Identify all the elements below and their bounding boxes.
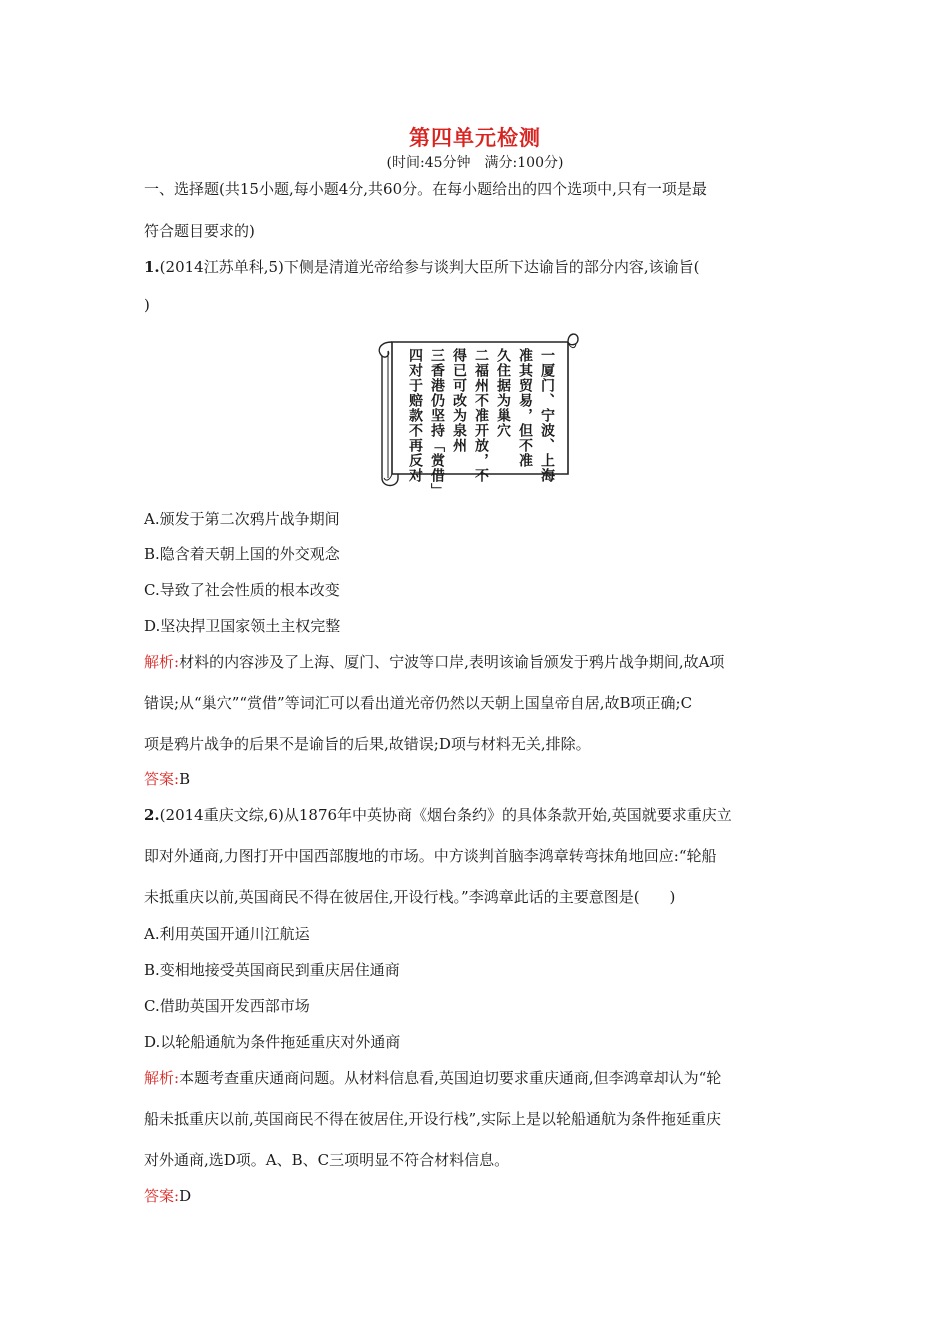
question-1-option-c: C.导致了社会性质的根本改变: [144, 581, 340, 599]
question-1-answer-label: 答案:: [144, 770, 180, 788]
scroll-column-1: 一厦门、宁波、上海: [539, 348, 555, 483]
edict-scroll-figure: [372, 328, 582, 498]
question-2-answer-value: D: [179, 1187, 192, 1205]
question-2-stem-line-1: 2.(2014重庆文综,6)从1876年中英协商《烟台条约》的具体条款开始,英国就要求重庆立: [144, 806, 732, 824]
question-2-stem-line-2: 即对外通商,力图打开中国西部腹地的市场。中方谈判首脑李鸿章转弯抹角地回应:“轮船: [144, 847, 717, 865]
question-1-answer: [144, 768, 804, 789]
question-1-number: 1.: [144, 258, 160, 276]
question-1-analysis-line-2: 错误;从“巢穴”“赏借”等词汇可以看出道光帝仍然以天朝上国皇帝自居,故B项正确;C: [144, 694, 693, 712]
question-2-stem-line-3: 未抵重庆以前,英国商民不得在彼居住,开设行栈。”李鸿章此话的主要意图是( ): [144, 888, 676, 906]
section-instruction-line-2: 符合题目要求的): [144, 222, 255, 240]
question-2-option-a: A.利用英国开通川江航运: [144, 925, 310, 943]
scroll-column-7: 四对于赔款不再反对: [407, 348, 423, 483]
question-2-answer-label: 答案:: [144, 1187, 180, 1205]
page-subtitle: (时间:45分钟 满分:100分): [386, 155, 564, 171]
scroll-column-3: 久住据为巢穴: [495, 348, 511, 438]
page-title: 第四单元检测: [409, 125, 541, 150]
question-1-analysis-line-3: 项是鸦片战争的后果不是谕旨的后果,故错误;D项与材料无关,排除。: [144, 735, 591, 753]
question-2-analysis-line-3: 对外通商,选D项。A、B、C三项明显不符合材料信息。: [144, 1151, 510, 1169]
question-2-analysis-line-1: 解析:本题考查重庆通商问题。从材料信息看,英国迫切要求重庆通商,但李鸿章却认为“轮: [144, 1069, 722, 1087]
scroll-column-2: 准其贸易，但不准: [517, 348, 533, 468]
scroll-column-5: 得已可改为泉州: [451, 348, 467, 453]
question-1-text: (2014江苏单科,5)下侧是清道光帝给参与谈判大臣所下达谕旨的部分内容,该谕旨(: [159, 258, 700, 276]
question-2-option-d: D.以轮船通航为条件拖延重庆对外通商: [144, 1033, 401, 1051]
scroll-column-6: 三香港仍坚持「赏借」: [429, 348, 445, 498]
question-2-number: 2.: [144, 806, 160, 824]
question-1-option-b: B.隐含着天朝上国的外交观念: [144, 545, 340, 563]
question-1-option-d: D.坚决捍卫国家领土主权完整: [144, 617, 341, 635]
question-1-option-a: A.颁发于第二次鸦片战争期间: [144, 510, 340, 528]
question-1-analysis-line-1: 解析:材料的内容涉及了上海、厦门、宁波等口岸,表明该谕旨颁发于鸦片战争期间,故A项: [144, 653, 725, 671]
question-2-option-c: C.借助英国开发西部市场: [144, 997, 310, 1015]
section-instruction-line-1: 一、选择题(共15小题,每小题4分,共60分。在每小题给出的四个选项中,只有一项是最: [144, 180, 707, 198]
question-1-answer-value: B: [179, 770, 191, 788]
question-2-option-b: B.变相地接受英国商民到重庆居住通商: [144, 961, 400, 979]
question-1-stem-line-2: ): [144, 296, 150, 314]
question-2-answer: [144, 1185, 804, 1206]
question-1-stem: [144, 256, 804, 277]
question-1-analysis-label: 解析:: [144, 653, 180, 671]
question-2-analysis-line-2: 船未抵重庆以前,英国商民不得在彼居住,开设行栈”,实际上是以轮船通航为条件拖延重庆: [144, 1110, 721, 1128]
scroll-column-4: 二福州不准开放，不: [473, 348, 489, 483]
question-2-analysis-label: 解析:: [144, 1069, 180, 1087]
